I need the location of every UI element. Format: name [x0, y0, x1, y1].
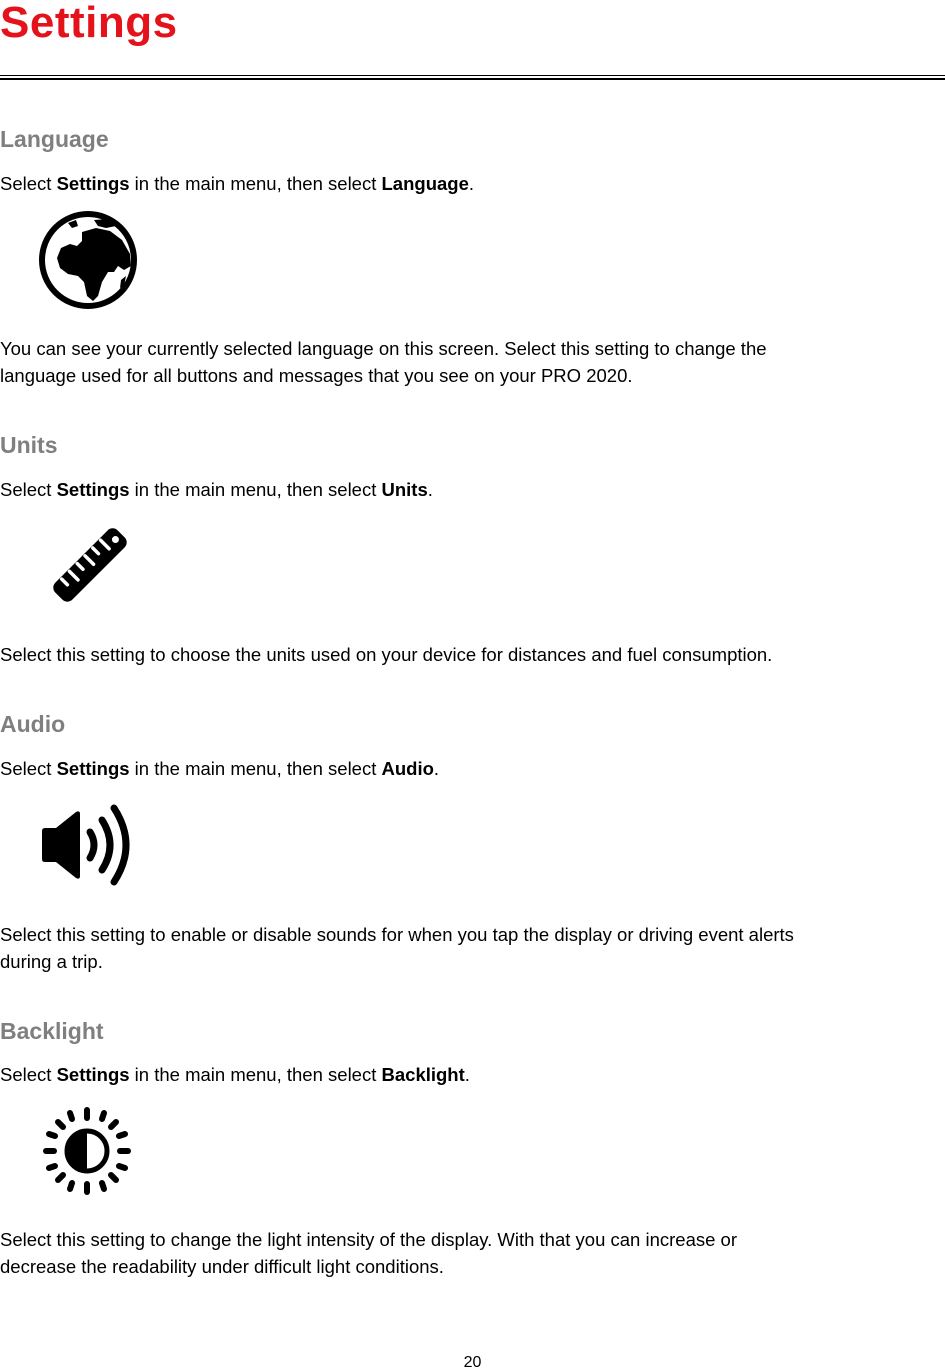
section-heading-units: Units: [0, 432, 58, 458]
select-instruction-units: Select Settings in the main menu, then select Units.: [0, 479, 433, 500]
page-title: Settings: [0, 0, 178, 47]
description-audio: Select this setting to enable or disable sounds for when you tap the display or driving event alerts during a trip.: [0, 924, 794, 972]
description-units: Select this setting to choose the units used on your device for distances and fuel consumption.: [0, 644, 773, 665]
brightness-icon: [42, 1106, 132, 1196]
ruler-icon: [40, 515, 140, 615]
description-backlight: Select this setting to change the light intensity of the display. With that you can increase or decrease the readability under difficult light conditions.: [0, 1229, 737, 1277]
select-instruction-backlight: Select Settings in the main menu, then select Backlight.: [0, 1064, 470, 1085]
speaker-icon: [38, 800, 138, 890]
page-number: 20: [463, 1354, 482, 1371]
section-heading-audio: Audio: [0, 711, 66, 737]
section-heading-language: Language: [0, 126, 109, 152]
select-instruction-language: Select Settings in the main menu, then select Language.: [0, 173, 475, 194]
select-instruction-audio: Select Settings in the main menu, then select Audio.: [0, 758, 440, 779]
title-divider: [0, 75, 945, 81]
section-heading-backlight: Backlight: [0, 1018, 104, 1044]
description-language: You can see your currently selected language on this screen. Select this setting to change the language used for all buttons and messages that you see on your PRO 2020.: [0, 338, 767, 386]
globe-icon: [38, 210, 138, 310]
